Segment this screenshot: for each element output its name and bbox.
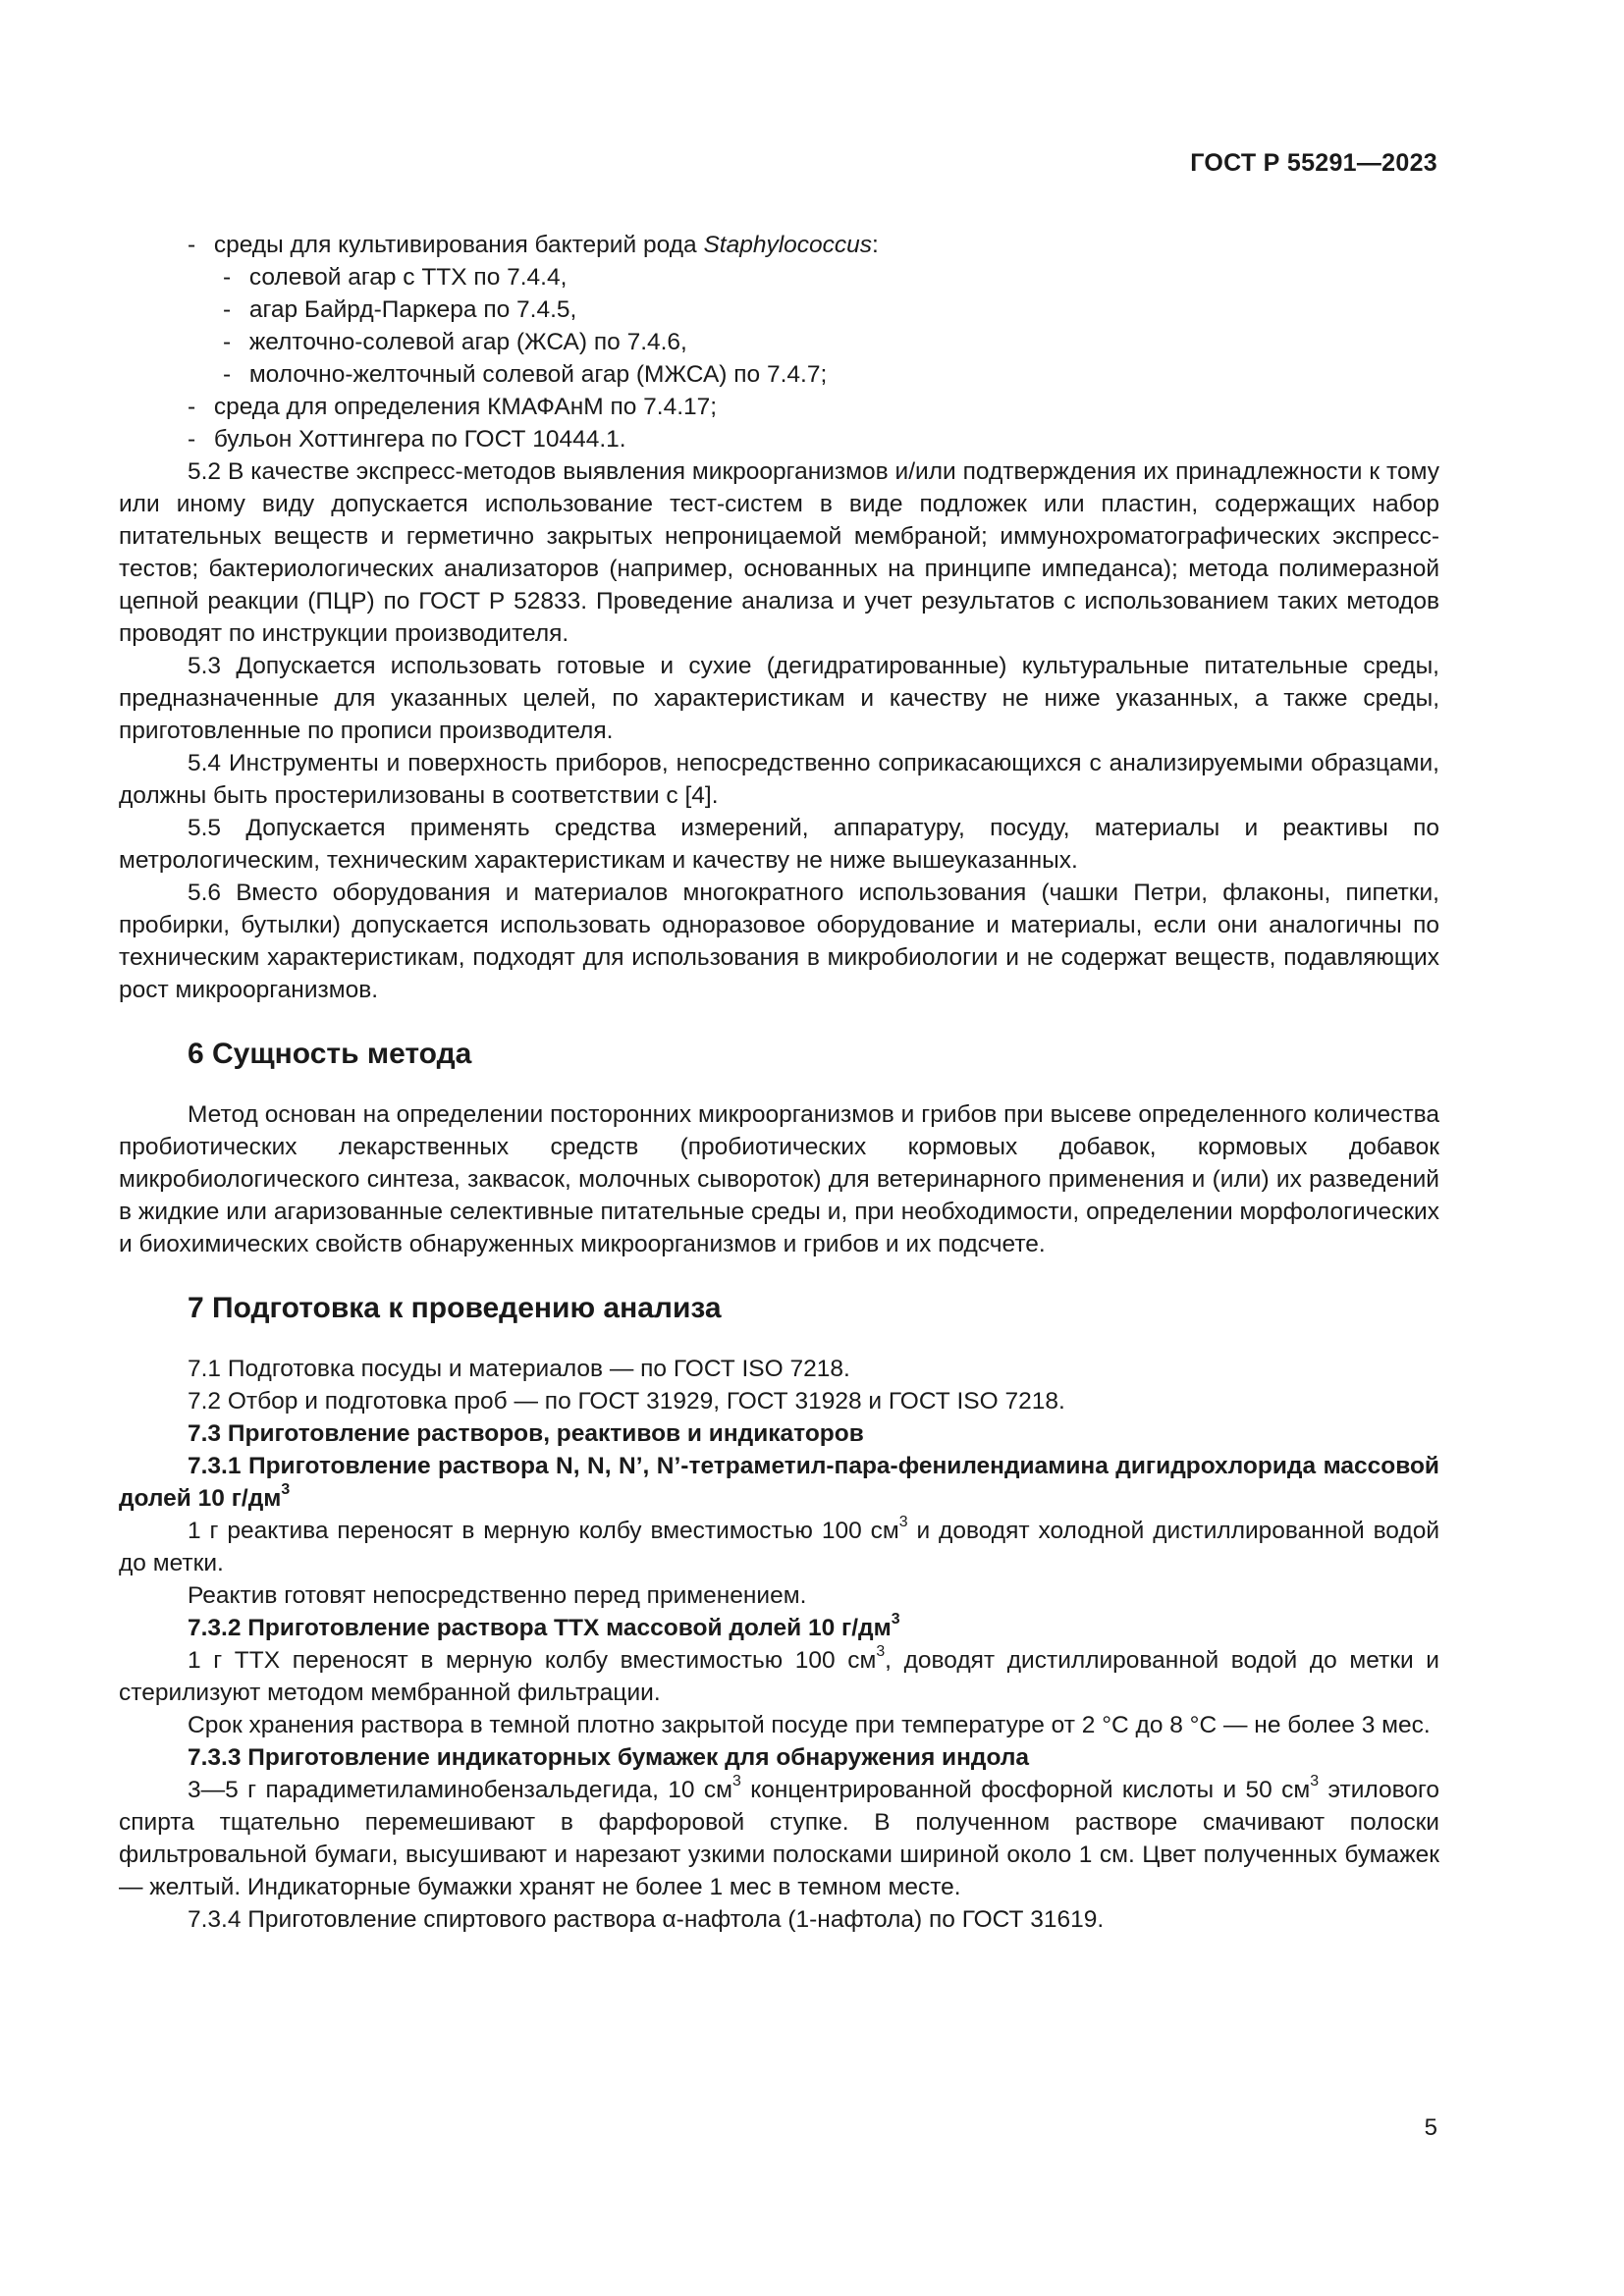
- list-subitem: - желточно-солевой агар (ЖСА) по 7.4.6,: [223, 329, 687, 355]
- list-item: - среды для культивирования бактерий рода Staphylococcus:: [188, 232, 879, 258]
- paragraph-5-3: 5.3 Допускается использовать готовые и сухие (дегидратированные) культуральные питательные среды, предназначенные для указанных целей, по характеристикам и качеству не ниже указанных, а также среды, приготовленные по прописи производителя.: [119, 653, 1439, 744]
- paragraph-5-4: 5.4 Инструменты и поверхность приборов, непосредственно соприкасающихся с анализируемыми образцами, должны быть простерилизованы в соответствии с [4].: [119, 750, 1439, 809]
- list-subitem: - молочно-желточный солевой агар (МЖСА) по 7.4.7;: [223, 361, 828, 388]
- paragraph-7-3-3: 3—5 г парадиметиламинобензальдегида, 10 $см^3$ концентрированной фосфорной кислоты и 50 $см^3$ этилового спирта тщательно перемешивают в фарфоровой ступке. В полученном растворе смачивают полоски фильтровальной бумаги, высушивают и нарезают узкими полосками шириной около 1 см. Цвет полученных бумажек — желтый. Индикаторные бумажки хранят не более 1 мес в темном месте.: [119, 1773, 1439, 1900]
- heading-7-3: 7.3 Приготовление растворов, реактивов и индикаторов: [188, 1420, 864, 1447]
- page-number: 5: [1424, 2114, 1437, 2141]
- paragraph-7-3-4: 7.3.4 Приготовление спиртового раствора α-нафтола (1-нафтола) по ГОСТ 31619.: [188, 1906, 1105, 1933]
- standard-designation: ГОСТ Р 55291—2023: [1190, 149, 1437, 177]
- page-content: [119, 229, 1439, 1936]
- paragraph-7-3-2-a: 1 г ТТХ переносят в мерную колбу вместимостью 100 $см^3$, доводят дистиллированной водой до метки и стерилизуют методом мембранной фильтрации.: [119, 1643, 1439, 1706]
- paragraph-5-5: 5.5 Допускается применять средства измерений, аппаратуру, посуду, материалы и реактивы по метрологическим, техническим характеристикам и качеству не ниже вышеуказанных.: [119, 815, 1439, 874]
- section-7-heading: 7 Подготовка к проведению анализа: [188, 1292, 722, 1324]
- paragraph-7-3-1-b: Реактив готовят непосредственно перед применением.: [188, 1582, 807, 1609]
- paragraph-7-2: 7.2 Отбор и подготовка проб — по ГОСТ 31929, ГОСТ 31928 и ГОСТ ISO 7218.: [188, 1388, 1065, 1415]
- list-subitem: - солевой агар с ТТХ по 7.4.4,: [223, 264, 568, 291]
- paragraph-7-1: 7.1 Подготовка посуды и материалов — по ГОСТ ISO 7218.: [188, 1356, 850, 1382]
- list-item: - среда для определения КМАФАнМ по 7.4.17;: [188, 394, 718, 420]
- heading-7-3-2: 7.3.2 Приготовление раствора ТТХ массовой долей 10 $г/дм^3$: [188, 1611, 900, 1641]
- paragraph-5-6: 5.6 Вместо оборудования и материалов многократного использования (чашки Петри, флаконы, пипетки, пробирки, бутылки) допускается использовать одноразовое оборудование и материалы, если они аналогичны по техническим характеристикам, подходят для использования в микробиологии и не содержат веществ, подавляющих рост микроорганизмов.: [119, 880, 1439, 1003]
- paragraph-7-3-1-a: 1 г реактива переносят в мерную колбу вместимостью 100 $см^3$ и доводят холодной дистиллированной водой до метки.: [119, 1514, 1440, 1576]
- list-item: - бульон Хоттингера по ГОСТ 10444.1.: [188, 426, 626, 453]
- paragraph-5-2: 5.2 В качестве экспресс-методов выявления микроорганизмов и/или подтверждения их принадлежности к тому или иному виду допускается использование тест-систем в виде подложек или пластин, содержащих набор питательных веществ и герметично закрытых непроницаемой мембраной; иммунохроматографических экспресс-тестов; бактериологических анализаторов (например, основанных на принципе импеданса); метода полимеразной цепной реакции (ПЦР) по ГОСТ Р 52833. Проведение анализа и учет результатов с использованием таких методов проводят по инструкции производителя.: [119, 458, 1439, 647]
- genus-name: Staphylococcus: [703, 232, 873, 258]
- list-subitem: - агар Байрд-Паркера по 7.4.5,: [223, 296, 577, 323]
- paragraph-7-3-2-b: Срок хранения раствора в темной плотно закрытой посуде при температуре от 2 °С до 8 °С — не более 3 мес.: [188, 1712, 1431, 1738]
- heading-7-3-1: 7.3.1 Приготовление раствора N, N, N’, N’-тетраметил-пара-фенилендиамина дигидрохлорида массовой долей 10 $г/дм^3$: [119, 1453, 1439, 1512]
- section-6-text: Метод основан на определении посторонних микроорганизмов и грибов при высеве определенного количества пробиотических лекарственных средств (пробиотических кормовых добавок, кормовых добавок микробиологического синтеза, заквасок, молочных сывороток) для ветеринарного применения и (или) их разведений в жидкие или агаризованные селективные питательные среды и, при необходимости, определении морфологических и биохимических свойств обнаруженных микроорганизмов и грибов и их подсчете.: [119, 1101, 1439, 1257]
- heading-7-3-3: 7.3.3 Приготовление индикаторных бумажек для обнаружения индола: [188, 1744, 1030, 1771]
- section-6-heading: 6 Сущность метода: [188, 1038, 472, 1070]
